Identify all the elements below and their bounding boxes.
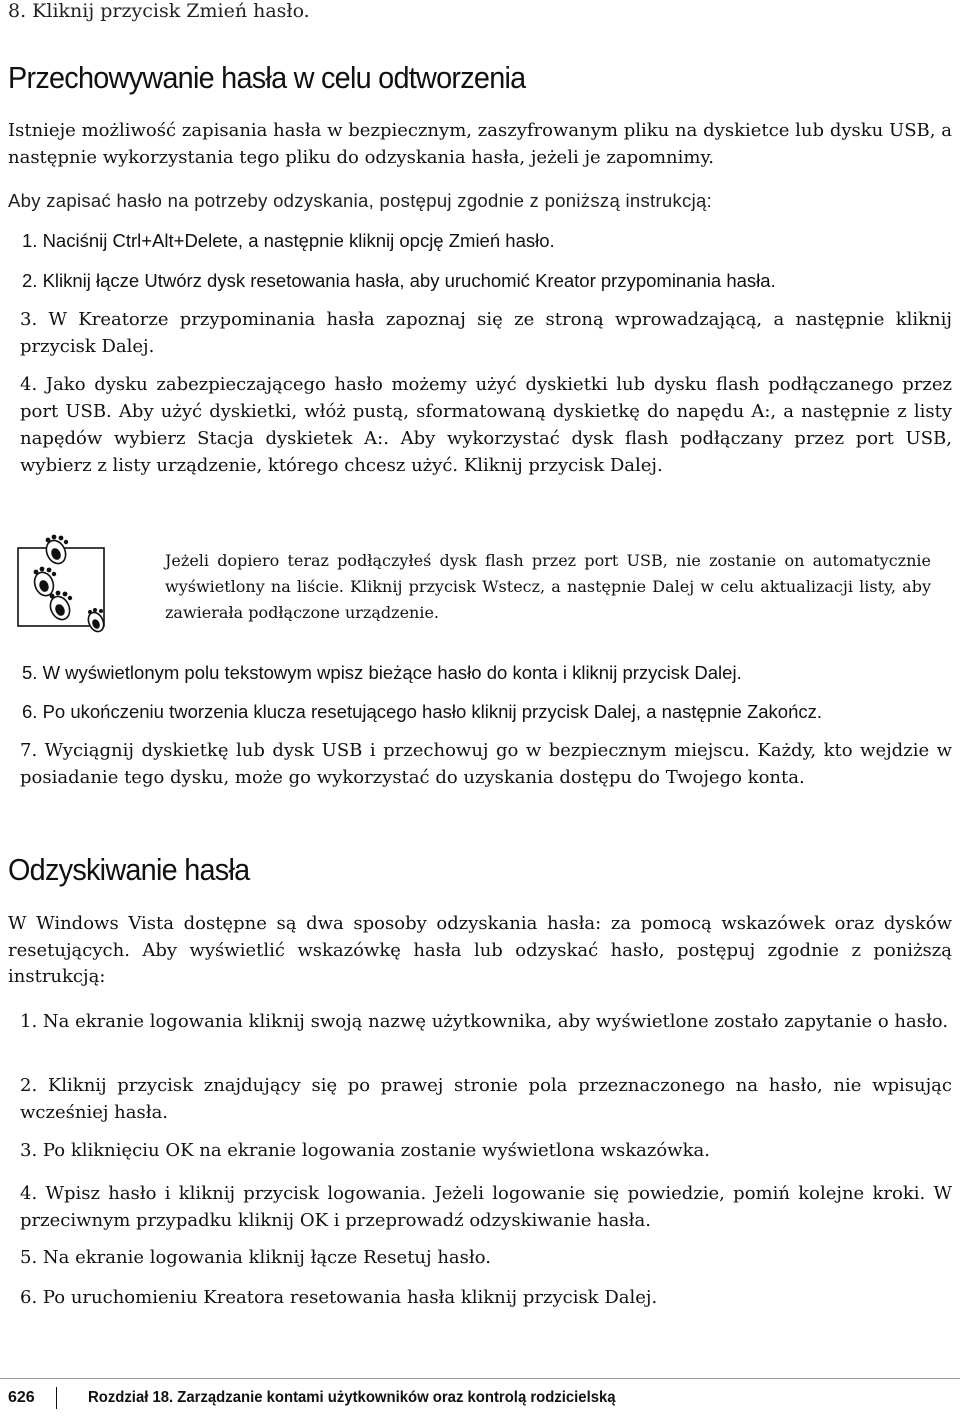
footer-chapter-title: Rozdział 18. Zarządzanie kontami użytkowników oraz kontrolą rodzicielską <box>88 1389 616 1406</box>
section1-step-4 <box>20 371 952 479</box>
section1-lead-paragraph: Aby zapisać hasło na potrzeby odzyskania, postępuj zgodnie z poniższą instrukcją: <box>8 190 713 211</box>
section-heading-storing-password: Przechowywanie hasła w celu odtworzenia <box>8 60 526 95</box>
section2-step-3: 3. Po kliknięciu OK na ekranie logowania zostanie wyświetlona wskazówka. <box>20 1140 710 1161</box>
section1-step-7 <box>20 737 952 791</box>
section2-step-2: 2. Kliknij przycisk znajdujący się po prawej stronie pola przeznaczonego na hasło, nie wpisując wcześniej hasła. <box>20 1075 952 1123</box>
section1-step-2: 2. Kliknij łącze Utwórz dysk resetowania hasła, aby uruchomić Kreator przypominania hasła. <box>22 270 776 291</box>
section1-step-5: 5. W wyświetlonym polu tekstowym wpisz bieżące hasło do konta i kliknij przycisk Dalej. <box>22 662 742 683</box>
section2-step-4: 4. Wpisz hasło i kliknij przycisk logowania. Jeżeli logowanie się powiedzie, pomiń kolejne kroki. W przeciwnym przypadku kliknij OK i przeprowadź odzyskiwanie hasła. <box>20 1183 952 1231</box>
section1-step-6: 6. Po ukończeniu tworzenia klucza resetującego hasło kliknij przycisk Dalej, a następnie Zakończ. <box>22 701 823 722</box>
section1-step-3 <box>20 306 952 360</box>
section2-step-1: 1. Na ekranie logowania kliknij swoją nazwę użytkownika, aby wyświetlone zostało zapytanie o hasło. <box>20 1011 949 1032</box>
section-heading-password-recovery: Odzyskiwanie hasła <box>8 852 250 887</box>
step-8-text: 8. Kliknij przycisk Zmień hasło. <box>8 0 310 22</box>
section1-step-7-text: 7. Wyciągnij dyskietkę lub dysk USB i przechowuj go w bezpiecznym miejscu. Każdy, kto wejdzie w posiadanie tego dysku, może go wykorzystać do uzyskania dostępu do Twojego konta. <box>20 740 952 788</box>
section2-step-6: 6. Po uruchomieniu Kreatora resetowania hasła kliknij przycisk Dalej. <box>20 1287 658 1308</box>
section1-step-1: 1. Naciśnij Ctrl+Alt+Delete, a następnie kliknij opcję Zmień hasło. <box>22 230 555 251</box>
footprints-tip-icon <box>10 528 122 638</box>
section2-intro-paragraph: W Windows Vista dostępne są dwa sposoby odzyskania hasła: za pomocą wskazówek oraz dysków resetujących. Aby wyświetlić wskazówkę hasła lub odzyskać hasło, postępuj zgodnie z poniższą instrukcją: <box>8 913 952 987</box>
section1-intro-paragraph: Istnieje możliwość zapisania hasła w bezpiecznym, zaszyfrowanym pliku na dyskietce lub dysku USB, a następnie wykorzystania tego pliku do odzyskania hasła, jeżeli je zapomnimy. <box>8 120 952 168</box>
footer-divider <box>0 1378 960 1379</box>
footer-separator <box>56 1387 57 1409</box>
section1-step-3-text: 3. W Kreatorze przypominania hasła zapoznaj się ze stroną wprowadzającą, a następnie kliknij przycisk Dalej. <box>20 309 952 357</box>
footer-page-number: 626 <box>8 1389 35 1406</box>
tip-note-text: Jeżeli dopiero teraz podłączyłeś dysk flash przez port USB, nie zostanie on automatycznie wyświetlony na liście. Kliknij przycisk Wstecz, a następnie Dalej w celu aktualizacji listy, aby zawierała podłączone urządzenie. <box>165 551 931 622</box>
section2-step-5: 5. Na ekranie logowania kliknij łącze Resetuj hasło. <box>20 1247 491 1268</box>
section1-step-4-text: 4. Jako dysku zabezpieczającego hasło możemy użyć dyskietki lub dysku flash podłączanego przez port USB. Aby użyć dyskietki, włóż pustą, sformatowaną dyskietkę do napędu A:, a następnie z listy napędów wybierz Stacja dyskietek A:. Aby wykorzystać dysk flash podłączany przez port USB, wybierz z listy urządzenie, którego chcesz użyć. Kliknij przycisk Dalej. <box>20 374 952 476</box>
